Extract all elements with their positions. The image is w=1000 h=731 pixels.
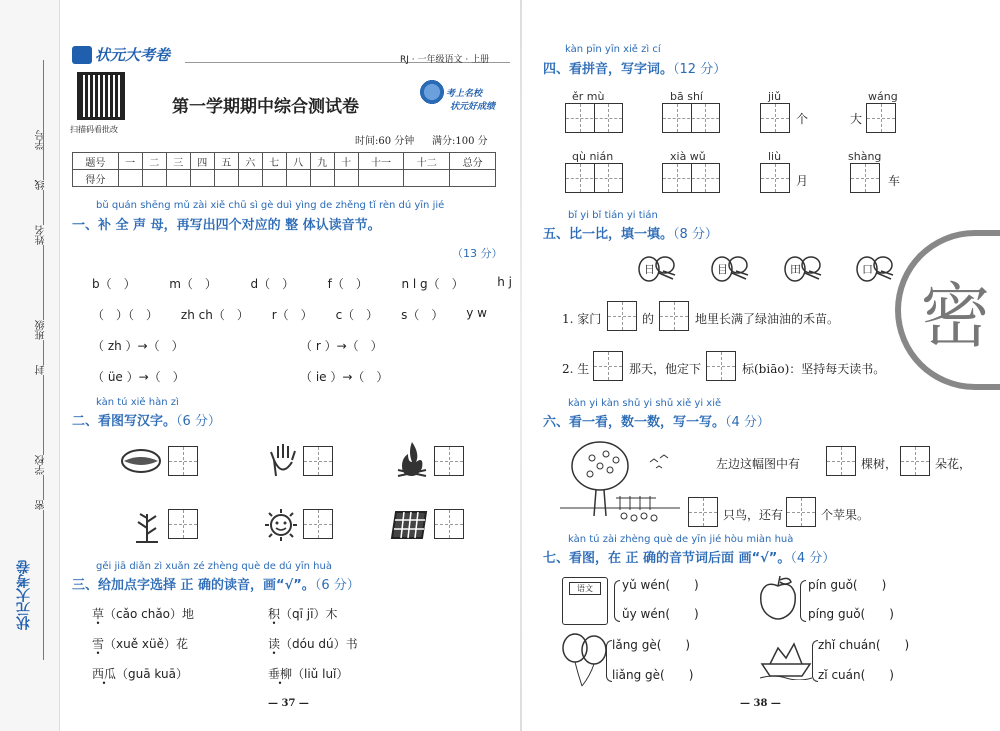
q1-item[interactable]: （ ）（ ）: [92, 308, 159, 322]
score-row-label: 得分: [73, 170, 119, 187]
score-input-cell[interactable]: [310, 170, 334, 187]
write-box-double[interactable]: [565, 163, 623, 193]
field-icon: [390, 510, 428, 540]
score-table-header-row: [73, 153, 496, 170]
q7-opt[interactable]: zǐ cuán( ): [818, 668, 894, 682]
page-number-right: — 38 —: [740, 698, 781, 709]
q3-pinyin: gěi jiā diǎn zì xuǎn zé zhèng què de dú yīn huà: [96, 561, 332, 572]
q1-item[interactable]: f（ ）: [327, 277, 368, 291]
q1-row-4a[interactable]: （ üe ）→（ ）: [92, 370, 185, 384]
q1-item[interactable]: r（ ）: [271, 308, 313, 322]
bee-char: 口: [862, 263, 873, 276]
score-cell: 一: [118, 153, 142, 170]
time-label: 时间:60 分钟: [355, 136, 415, 147]
score-input-cell[interactable]: [166, 170, 190, 187]
q1-item: h j: [497, 275, 512, 289]
q3-item-6: 垂柳（liǔ luǐ）: [268, 667, 349, 681]
q3-title: 三、给加点字选择 正 确的读音，画“√”。（6 分）: [72, 578, 360, 593]
q1-row-2: [92, 306, 487, 323]
full-score-label: 满分:100 分: [432, 136, 488, 147]
write-box[interactable]: [706, 351, 736, 381]
q1-item: y w: [466, 306, 487, 320]
q5-s1-c: 地里长满了绿油油的禾苗。: [695, 312, 840, 326]
q1-item[interactable]: n l g（ ）: [401, 277, 464, 291]
q7-opt[interactable]: pín guǒ( ): [808, 578, 887, 592]
page-number-left: — 37 —: [268, 698, 309, 709]
write-box-double[interactable]: [565, 103, 623, 133]
q4-word-8-pinyin: shàng: [848, 150, 882, 163]
score-cell: 三: [166, 153, 190, 170]
brace-icon: [800, 580, 806, 622]
score-cell: 十: [334, 153, 358, 170]
book-label: 语文: [569, 582, 601, 595]
q4-word-2-pinyin: bā shí: [670, 90, 703, 103]
slogan-2: 状元好成绩: [450, 102, 496, 112]
line-label: 线: [36, 180, 47, 190]
q1-row-3b[interactable]: （ r ）→（ ）: [300, 339, 383, 353]
q7-opt[interactable]: zhǐ chuán( ): [818, 638, 910, 652]
bee-card-1: [637, 255, 677, 283]
q2-pinyin: kàn tú xiě hàn zì: [96, 397, 179, 408]
secret-seal-stamp: 密: [895, 230, 1000, 390]
score-input-cell[interactable]: [286, 170, 310, 187]
write-box-double[interactable]: [662, 103, 720, 133]
write-box-double[interactable]: [662, 163, 720, 193]
score-input-cell[interactable]: [450, 170, 496, 187]
q1-score: （13 分）: [452, 247, 503, 260]
write-box[interactable]: [168, 509, 198, 539]
write-box[interactable]: [688, 497, 718, 527]
q6-title: 六、看一看，数一数，写一写。（4 分）: [543, 415, 770, 430]
bee-icon: [710, 255, 750, 283]
q7-opt[interactable]: liǎng gè( ): [612, 668, 694, 682]
write-box[interactable]: [900, 446, 930, 476]
q3-item-1: 草（cǎo chǎo）地: [92, 607, 195, 621]
qr-caption: 扫描码看批改: [70, 125, 118, 134]
q5-s1-a: 1. 家门: [562, 312, 602, 326]
q5-s1-b: 的: [642, 312, 655, 326]
q4-word-1-pinyin: ěr mù: [572, 90, 605, 103]
write-box[interactable]: [168, 446, 198, 476]
score-table: [72, 152, 496, 187]
sun-icon: [264, 508, 298, 542]
q4-word-4-head: 大: [850, 112, 863, 126]
binding-strip: [0, 0, 60, 731]
q1-row-4b[interactable]: （ ie ）→（ ）: [300, 370, 389, 384]
write-box[interactable]: [303, 446, 333, 476]
qr-code-icon: [77, 72, 125, 120]
seal-label: 封: [36, 365, 47, 375]
q4-pinyin: kàn pīn yīn xiě zì cí: [565, 44, 661, 55]
mascot-icon: [420, 80, 444, 120]
q3-item-5: 西瓜（guā kuā）: [92, 667, 188, 681]
q6-l1-b: 棵树，: [861, 457, 898, 471]
q1-item[interactable]: b（ ）: [92, 277, 136, 291]
write-box[interactable]: [607, 301, 637, 331]
write-box[interactable]: [434, 509, 464, 539]
q7-title: 七、看图，在 正 确的音节词后面 画“√”。（4 分）: [543, 551, 836, 566]
q1-item[interactable]: s（ ）: [401, 308, 444, 322]
score-cell: 十一: [358, 153, 404, 170]
bee-card-3: [783, 255, 823, 283]
student-id-label: 学号: [36, 130, 47, 150]
fire-icon: [396, 440, 428, 478]
bee-icon: [855, 255, 895, 283]
write-box[interactable]: [659, 301, 689, 331]
q1-item[interactable]: c（ ）: [335, 308, 379, 322]
q1-pinyin: bǔ quán shēng mǔ zài xiě chū sì gè duì yìng de zhěng tǐ rèn dú yīn jié: [96, 200, 445, 211]
bee-char: 田: [790, 263, 801, 276]
write-box[interactable]: [434, 446, 464, 476]
brand-name: 状元大考卷: [95, 46, 171, 64]
q6-pinyin: kàn yi kàn shǔ yi shǔ xiě yi xiě: [568, 398, 722, 409]
write-box[interactable]: [826, 446, 856, 476]
q4-word-3-tail: 个: [796, 112, 809, 126]
series-label: RJ · 一年级语文 · 上册: [400, 55, 490, 65]
q7-opt[interactable]: yǔ wén( ): [622, 578, 699, 592]
score-input-cell[interactable]: [214, 170, 238, 187]
q6-l2-b: 个苹果。: [821, 508, 870, 522]
q7-opt[interactable]: lǎng gè( ): [612, 638, 691, 652]
q5-pinyin: bǐ yi bǐ tián yi tián: [568, 210, 658, 221]
score-cell: 四: [190, 153, 214, 170]
seedling-icon: [132, 508, 162, 544]
score-cell: 七: [262, 153, 286, 170]
score-input-cell[interactable]: [262, 170, 286, 187]
score-cell: 九: [310, 153, 334, 170]
q6-l1-a: 左边这幅图中有: [716, 457, 801, 471]
q7-pinyin: kàn tú zài zhèng què de yīn jié hòu miàn huà: [568, 534, 794, 545]
paper-boat-icon: [760, 640, 812, 680]
q5-s2-c: 标(biāo)：坚持每天读书。: [742, 362, 886, 376]
mouth-icon: [120, 448, 162, 474]
score-cell: 八: [286, 153, 310, 170]
score-input-cell[interactable]: [118, 170, 142, 187]
score-cell: 六: [238, 153, 262, 170]
paper-title: 第一学期期中综合测试卷: [172, 97, 359, 117]
score-table-score-row: [73, 170, 496, 187]
write-box[interactable]: [786, 497, 816, 527]
bee-icon: [637, 255, 677, 283]
score-input-cell[interactable]: [358, 170, 404, 187]
write-box[interactable]: [303, 509, 333, 539]
score-input-cell[interactable]: [238, 170, 262, 187]
q5-title: 五、比一比，填一填。（8 分）: [543, 227, 718, 242]
score-input-cell[interactable]: [190, 170, 214, 187]
brand-logo-icon: [72, 46, 92, 64]
q3-item-2: 积（qī jī）木: [268, 607, 338, 621]
hand-icon: [268, 442, 298, 478]
q3-item-4: 读（dóu dú）书: [268, 637, 358, 651]
score-input-cell[interactable]: [142, 170, 166, 187]
q1-title: 一、补 全 声 母，再写出四个对应的 整 体认读音节。: [72, 218, 381, 233]
bee-char: 目: [717, 263, 728, 276]
binding-brand: 状元大考卷: [16, 560, 32, 630]
q4-word-7-tail: 月: [796, 174, 809, 188]
balloons-icon: [560, 632, 608, 688]
score-cell: 五: [214, 153, 238, 170]
score-input-cell[interactable]: [334, 170, 358, 187]
q4-word-5-pinyin: qù nián: [572, 150, 614, 163]
score-cell: 十二: [404, 153, 450, 170]
q2-title: 二、看图写汉字。（6 分）: [72, 414, 221, 429]
binding-line: [43, 60, 44, 660]
class-label: 班级: [36, 320, 47, 340]
bee-card-2: [710, 255, 750, 283]
q7-opt[interactable]: píng guǒ( ): [808, 607, 894, 621]
score-input-cell[interactable]: [404, 170, 450, 187]
q1-row-3a[interactable]: （ zh ）→（ ）: [92, 339, 184, 353]
q4-word-4-pinyin: wáng: [868, 90, 898, 103]
q6-l2-a: 只鸟，还有: [723, 508, 784, 522]
school-label: 学校: [36, 455, 47, 475]
apple-icon: [755, 574, 801, 622]
book-icon: [562, 577, 608, 625]
bee-char: 日: [644, 263, 655, 276]
bee-icon: [783, 255, 823, 283]
q4-word-7-pinyin: liù: [768, 150, 782, 163]
name-label: 姓名: [36, 225, 47, 245]
score-cell: 题号: [73, 153, 119, 170]
q6-l1-c: 朵花，: [935, 457, 972, 471]
score-cell: 二: [142, 153, 166, 170]
q1-item[interactable]: zh ch（ ）: [180, 308, 249, 322]
q7-opt[interactable]: ǔy wén( ): [622, 607, 699, 621]
q4-word-8-tail: 车: [888, 174, 901, 188]
write-box[interactable]: [866, 103, 896, 133]
secret-label: 密: [36, 500, 47, 510]
tree-scene-illustration: [560, 438, 680, 524]
write-box[interactable]: [850, 163, 880, 193]
q4-word-3-pinyin: jiǔ: [768, 90, 782, 103]
brace-icon: [614, 580, 620, 622]
q4-word-6-pinyin: xià wǔ: [670, 150, 706, 163]
q5-s2-b: 那天，他定下: [629, 362, 702, 376]
q5-s2-a: 2. 生: [562, 362, 590, 376]
write-box[interactable]: [593, 351, 623, 381]
q1-item[interactable]: m（ ）: [169, 277, 217, 291]
q4-title: 四、看拼音，写字词。（12 分）: [543, 62, 727, 77]
q1-row-1: [92, 275, 512, 292]
write-box[interactable]: [760, 103, 790, 133]
q3-item-3: 雪（xuě xüě）花: [92, 637, 189, 651]
write-box[interactable]: [760, 163, 790, 193]
bee-card-4: [855, 255, 895, 283]
slogan-1: 考上名校: [446, 89, 483, 99]
score-cell: 总分: [450, 153, 496, 170]
page-fold: [520, 0, 522, 731]
q1-item[interactable]: d（ ）: [250, 277, 295, 291]
